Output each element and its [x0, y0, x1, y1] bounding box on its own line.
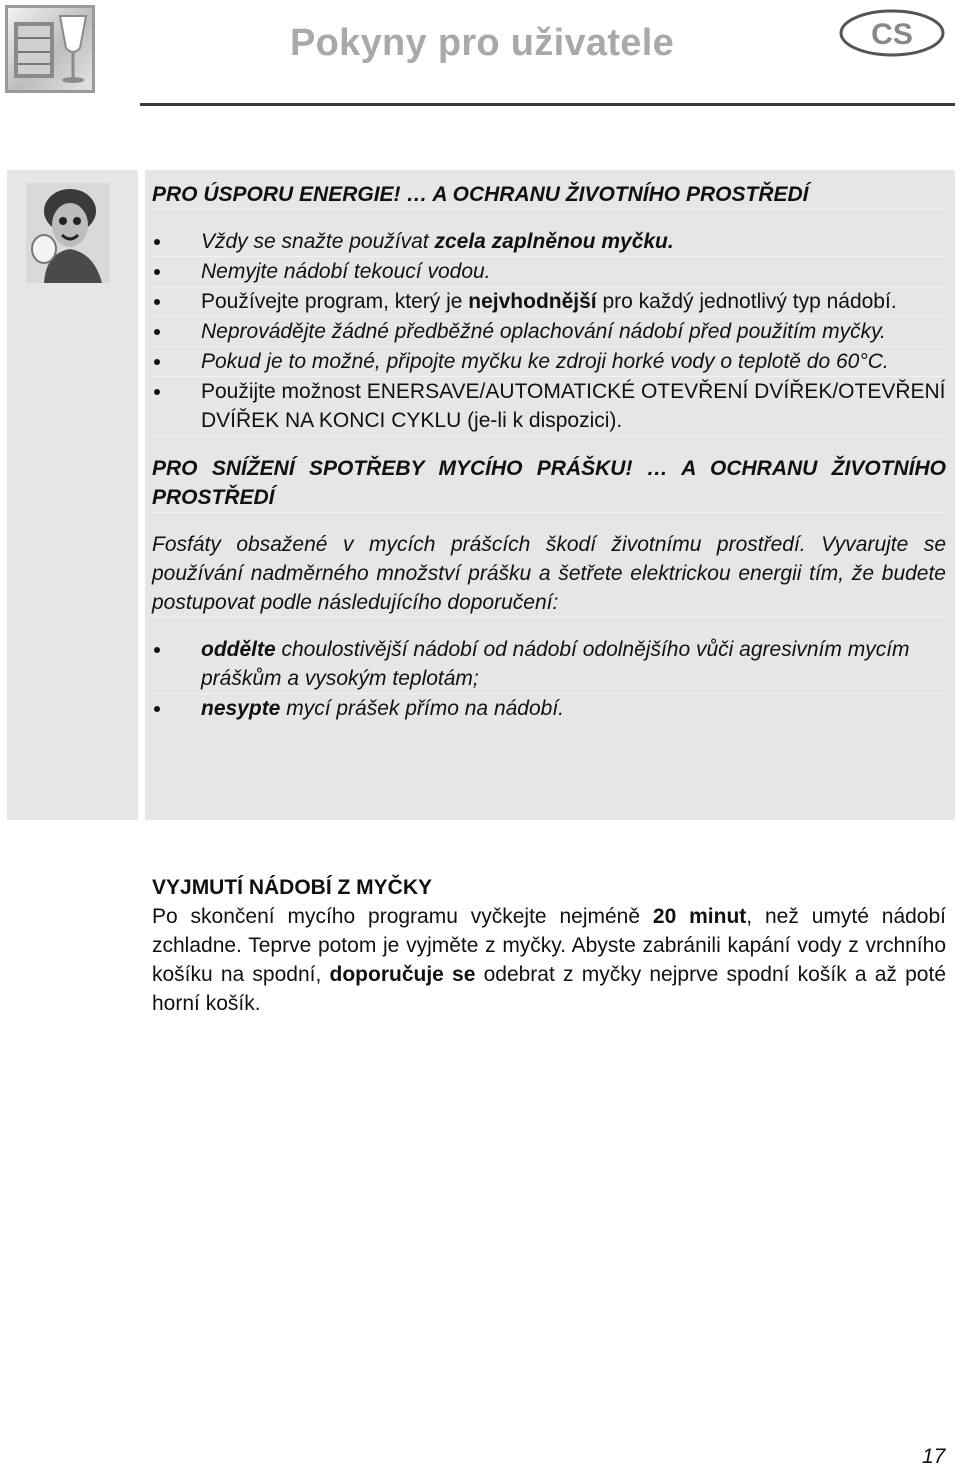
header-divider [140, 103, 955, 106]
list-item: Pokud je to možné, připojte myčku ke zdroji horké vody o teplotě do 60°C. [152, 347, 946, 377]
list-item: Používejte program, který je nejvhodnější pro každý jednotlivý typ nádobí. [152, 287, 946, 317]
detergent-tips-list [152, 635, 946, 723]
detergent-heading: PRO SNÍŽENÍ SPOTŘEBY MYCÍHO PRÁŠKU! … A OCHRANU ŽIVOTNÍHO PROSTŘEDÍ [152, 454, 946, 513]
list-item: oddělte choulostivější nádobí od nádobí odolnějšího vůči agresivním mycím práškům a vysokým teplotám; [152, 635, 946, 694]
energy-heading: PRO ÚSPORU ENERGIE! … A OCHRANU ŽIVOTNÍHO PROSTŘEDÍ [152, 180, 946, 210]
language-badge [838, 8, 946, 58]
page-title: Pokyny pro uživatele [290, 22, 675, 64]
unload-heading: VYJMUTÍ NÁDOBÍ Z MYČKY [152, 876, 433, 899]
detergent-paragraph: Fosfáty obsažené v mycích prášcích škodí životnímu prostředí. Vyvarujte se používání nadměrného množství prášku a šetřete elektrickou energii tím, že budete postupovat podle následujícího doporučení: [152, 530, 946, 618]
list-item: nesypte mycí prášek přímo na nádobí. [152, 694, 946, 723]
page-number: 17 [922, 1445, 946, 1468]
list-item: Použijte možnost ENERSAVE/AUTOMATICKÉ OTEVŘENÍ DVÍŘEK/OTEVŘENÍ DVÍŘEK NA KONCI CYKLU (je-li k dispozici). [152, 377, 946, 436]
dishwasher-logo [5, 5, 95, 93]
dishwasher-glass-icon [8, 8, 92, 90]
unload-paragraph: Po skončení mycího programu vyčkejte nejméně 20 minut, než umyté nádobí zchladne. Teprve potom je vyjměte z myčky. Abyste zabránili kapání vody z vrchního košíku na spodní, doporučuje se odebrat z myčky nejprve spodní košík a až poté horní košík. [152, 905, 946, 1015]
energy-section [152, 180, 946, 723]
list-item: Vždy se snažte používat zcela zaplněnou myčku. [152, 227, 946, 257]
list-item: Neprovádějte žádné předběžné oplachování nádobí před použitím myčky. [152, 317, 946, 347]
list-item: Nemyjte nádobí tekoucí vodou. [152, 257, 946, 287]
mascot-icon [26, 183, 110, 283]
language-code: CS [871, 18, 913, 51]
unload-section [152, 873, 946, 1018]
mascot-avatar [26, 183, 110, 283]
energy-tips-list [152, 227, 946, 436]
